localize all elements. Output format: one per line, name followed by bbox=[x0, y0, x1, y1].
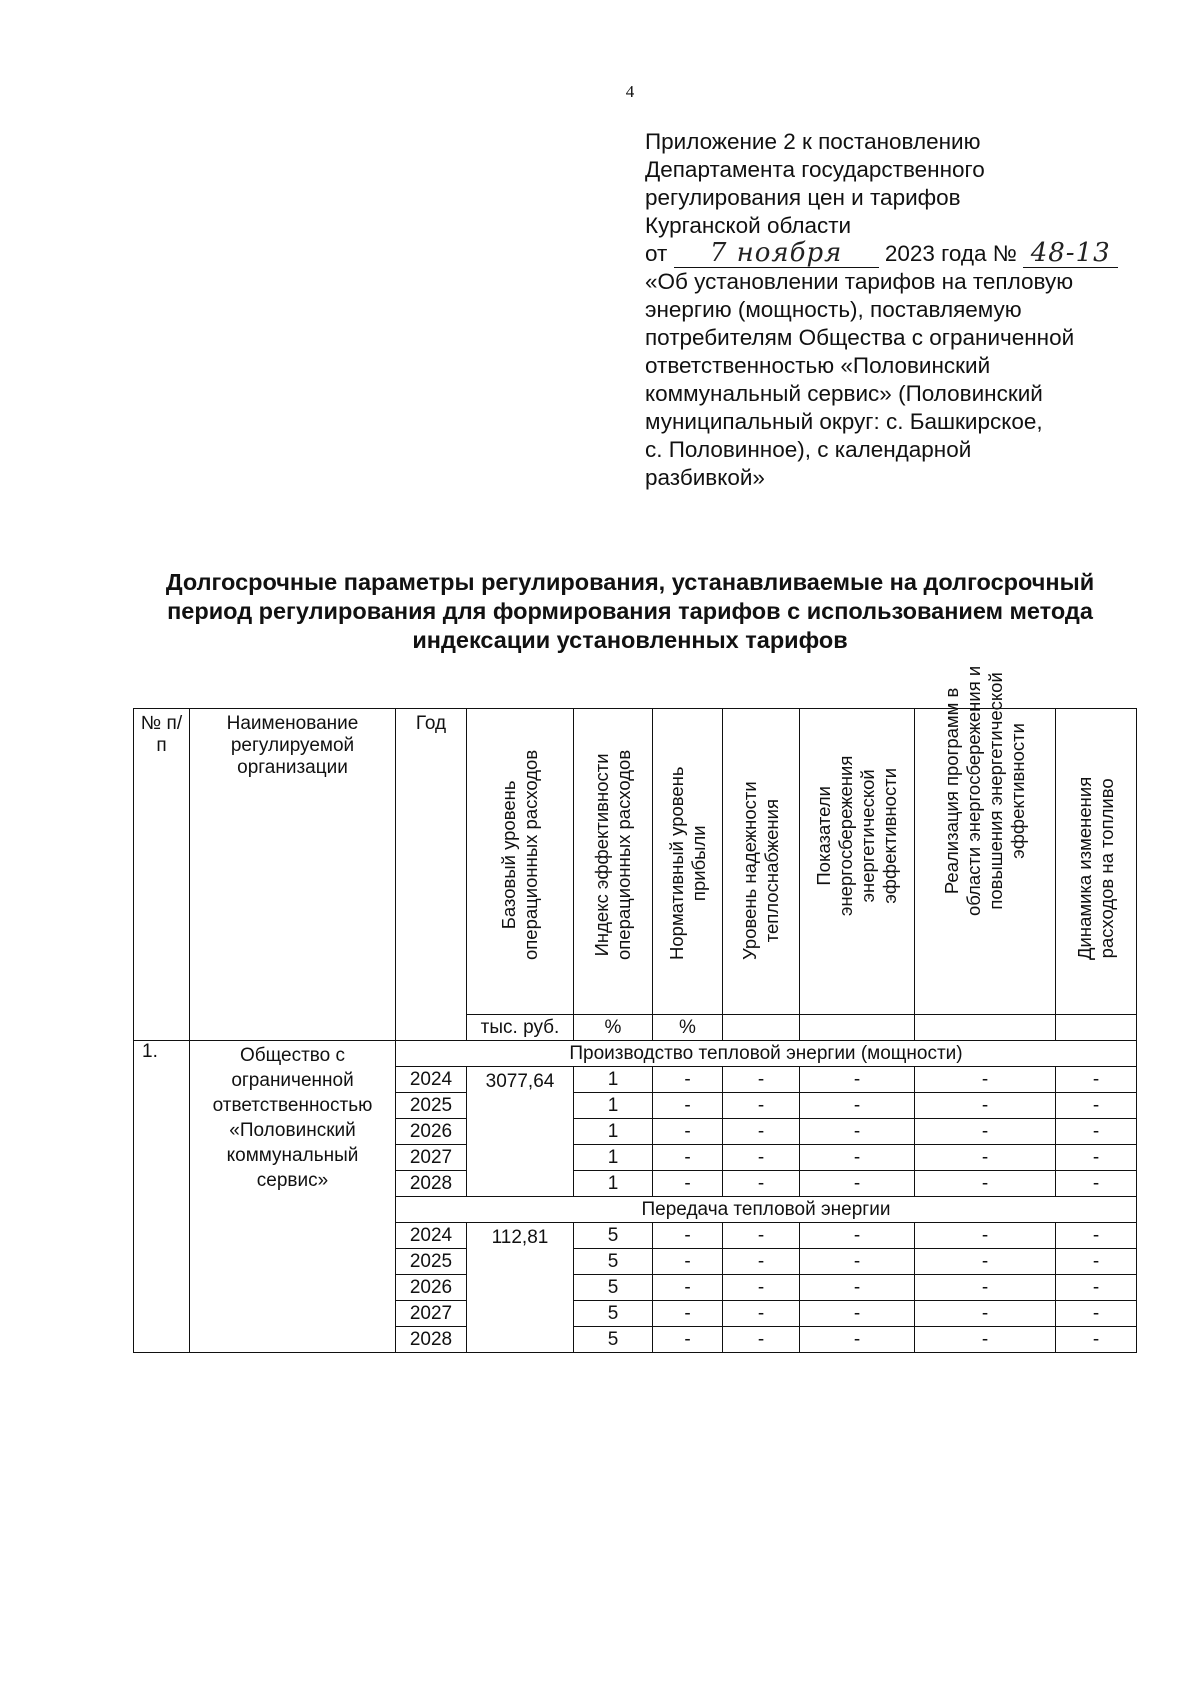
reliability-cell: - bbox=[723, 1223, 800, 1249]
year-cell: 2024 bbox=[396, 1223, 467, 1249]
appendix-line: Курганской области bbox=[645, 213, 852, 238]
unit-profit: % bbox=[653, 1015, 723, 1041]
section-title: Производство тепловой энергии (мощности) bbox=[396, 1041, 1137, 1067]
header-text: Показатели bbox=[813, 786, 834, 886]
header-year: Год bbox=[396, 709, 467, 1041]
appendix-subject-line: ответственностью «Половинский bbox=[645, 353, 991, 378]
header-text: энергосбережения bbox=[835, 755, 856, 916]
year-cell: 2027 bbox=[396, 1145, 467, 1171]
energy-saving-cell: - bbox=[800, 1093, 915, 1119]
programs-cell: - bbox=[915, 1145, 1056, 1171]
section-title: Передача тепловой энергии bbox=[396, 1197, 1137, 1223]
fuel-cell: - bbox=[1056, 1327, 1137, 1353]
year-cell: 2028 bbox=[396, 1327, 467, 1353]
appendix-line: Департамента государственного bbox=[645, 157, 985, 182]
fuel-cell: - bbox=[1056, 1275, 1137, 1301]
fuel-cell: - bbox=[1056, 1249, 1137, 1275]
org-name-line: Общество с bbox=[239, 1045, 346, 1066]
energy-saving-cell: - bbox=[800, 1067, 915, 1093]
header-text: теплоснабжения bbox=[761, 799, 782, 943]
appendix-block bbox=[645, 128, 1125, 492]
title-line: индексации установленных тарифов bbox=[412, 627, 848, 653]
header-row bbox=[134, 709, 1137, 1015]
reliability-cell: - bbox=[723, 1145, 800, 1171]
title-line: Долгосрочные параметры регулирования, устанавливаемые на долгосрочный bbox=[165, 569, 1095, 595]
org-name bbox=[190, 1041, 396, 1353]
fuel-cell: - bbox=[1056, 1223, 1137, 1249]
programs-cell: - bbox=[915, 1327, 1056, 1353]
reliability-cell: - bbox=[723, 1171, 800, 1197]
org-name-line: сервис» bbox=[256, 1170, 329, 1191]
header-base-cost bbox=[467, 709, 574, 1015]
header-text: Нормативный уровень bbox=[665, 766, 687, 960]
index-cell: 1 bbox=[574, 1093, 653, 1119]
programs-cell: - bbox=[915, 1275, 1056, 1301]
unit-empty bbox=[915, 1015, 1056, 1041]
fuel-cell: - bbox=[1056, 1301, 1137, 1327]
fuel-cell: - bbox=[1056, 1093, 1137, 1119]
header-text: Уровень надежности bbox=[739, 781, 760, 960]
profit-cell: - bbox=[653, 1301, 723, 1327]
year-cell: 2028 bbox=[396, 1171, 467, 1197]
index-cell: 5 bbox=[574, 1301, 653, 1327]
energy-saving-cell: - bbox=[800, 1249, 915, 1275]
handwritten-date: 7 ноября bbox=[709, 238, 843, 268]
header-num: № п/п bbox=[134, 709, 190, 1041]
profit-cell: - bbox=[653, 1327, 723, 1353]
number-blank bbox=[1023, 240, 1118, 268]
profit-cell: - bbox=[653, 1093, 723, 1119]
profit-cell: - bbox=[653, 1067, 723, 1093]
unit-empty bbox=[800, 1015, 915, 1041]
index-cell: 1 bbox=[574, 1119, 653, 1145]
profit-cell: - bbox=[653, 1119, 723, 1145]
header-reliability bbox=[723, 709, 800, 1015]
appendix-subject-line: энергию (мощность), поставляемую bbox=[645, 297, 1022, 322]
year-cell: 2024 bbox=[396, 1067, 467, 1093]
appendix-date-line bbox=[645, 240, 1125, 268]
profit-cell: - bbox=[653, 1275, 723, 1301]
reliability-cell: - bbox=[723, 1249, 800, 1275]
index-cell: 1 bbox=[574, 1171, 653, 1197]
appendix-subject-line: «Об установлении тарифов на тепловую bbox=[645, 269, 1074, 294]
programs-cell: - bbox=[915, 1093, 1056, 1119]
energy-saving-cell: - bbox=[800, 1301, 915, 1327]
profit-cell: - bbox=[653, 1249, 723, 1275]
row-number: 1. bbox=[134, 1041, 190, 1353]
header-programs bbox=[915, 665, 1056, 1015]
reliability-cell: - bbox=[723, 1327, 800, 1353]
fuel-cell: - bbox=[1056, 1119, 1137, 1145]
programs-cell: - bbox=[915, 1171, 1056, 1197]
section-title-row bbox=[134, 1041, 1137, 1067]
parameters-table bbox=[133, 665, 1137, 1353]
energy-saving-cell: - bbox=[800, 1119, 915, 1145]
programs-cell: - bbox=[915, 1119, 1056, 1145]
org-name-line: ответственностью bbox=[212, 1095, 373, 1116]
fuel-cell: - bbox=[1056, 1067, 1137, 1093]
appendix-line: регулирования цен и тарифов bbox=[645, 185, 961, 210]
index-cell: 5 bbox=[574, 1327, 653, 1353]
index-cell: 5 bbox=[574, 1249, 653, 1275]
energy-saving-cell: - bbox=[800, 1327, 915, 1353]
header-fuel bbox=[1056, 709, 1137, 1015]
unit-base-cost: тыс. руб. bbox=[467, 1015, 574, 1041]
programs-cell: - bbox=[915, 1067, 1056, 1093]
header-text: повышения энергетической bbox=[985, 672, 1006, 910]
header-text: операционных расходов bbox=[520, 749, 541, 960]
header-text: энергетической bbox=[857, 769, 878, 903]
profit-cell: - bbox=[653, 1171, 723, 1197]
appendix-line: Приложение 2 к постановлению bbox=[645, 129, 981, 154]
header-text: Динамика изменения bbox=[1074, 776, 1095, 960]
reliability-cell: - bbox=[723, 1301, 800, 1327]
year-cell: 2025 bbox=[396, 1093, 467, 1119]
header-text: Реализация программ в bbox=[941, 687, 962, 895]
programs-cell: - bbox=[915, 1249, 1056, 1275]
header-org: Наименование регулируемой организации bbox=[190, 709, 396, 1041]
energy-saving-cell: - bbox=[800, 1171, 915, 1197]
handwritten-number: 48-13 bbox=[1030, 238, 1111, 268]
reliability-cell: - bbox=[723, 1119, 800, 1145]
appendix-subject-line: разбивкой» bbox=[645, 465, 765, 490]
index-cell: 1 bbox=[574, 1067, 653, 1093]
energy-saving-cell: - bbox=[800, 1275, 915, 1301]
unit-empty bbox=[1056, 1015, 1137, 1041]
header-profit bbox=[653, 709, 723, 1015]
header-text: Индекс эффективности bbox=[591, 753, 612, 957]
unit-efficiency-index: % bbox=[574, 1015, 653, 1041]
appendix-subject-line: коммунальный сервис» (Половинский bbox=[645, 381, 1043, 406]
year-text: 2023 года № bbox=[884, 241, 1017, 266]
programs-cell: - bbox=[915, 1301, 1056, 1327]
unit-empty bbox=[723, 1015, 800, 1041]
title-line: период регулирования для формирования тарифов с использованием метода bbox=[167, 598, 1093, 624]
energy-saving-cell: - bbox=[800, 1223, 915, 1249]
year-cell: 2026 bbox=[396, 1119, 467, 1145]
reliability-cell: - bbox=[723, 1067, 800, 1093]
reliability-cell: - bbox=[723, 1275, 800, 1301]
header-energy-saving bbox=[800, 709, 915, 1015]
fuel-cell: - bbox=[1056, 1171, 1137, 1197]
base-cost-cell: 112,81 bbox=[467, 1223, 574, 1353]
org-name-line: «Половинский bbox=[229, 1120, 356, 1141]
header-text: эффективности bbox=[1007, 723, 1028, 859]
appendix-subject-line: с. Половинное), с календарной bbox=[645, 437, 972, 462]
header-text: области энергосбережения и bbox=[963, 665, 984, 916]
base-cost-cell: 3077,64 bbox=[467, 1067, 574, 1197]
year-cell: 2026 bbox=[396, 1275, 467, 1301]
header-text: Базовый уровень bbox=[498, 780, 519, 930]
profit-cell: - bbox=[653, 1223, 723, 1249]
org-name-line: ограниченной bbox=[231, 1070, 354, 1091]
profit-cell: - bbox=[653, 1145, 723, 1171]
fuel-cell: - bbox=[1056, 1145, 1137, 1171]
programs-cell: - bbox=[915, 1223, 1056, 1249]
header-text: расходов на топливо bbox=[1096, 778, 1117, 959]
document-title bbox=[130, 568, 1130, 655]
energy-saving-cell: - bbox=[800, 1145, 915, 1171]
year-cell: 2025 bbox=[396, 1249, 467, 1275]
date-blank bbox=[674, 240, 879, 268]
appendix-subject-line: муниципальный округ: с. Башкирское, bbox=[645, 409, 1043, 434]
page-number: 4 bbox=[625, 82, 635, 101]
date-prefix: от bbox=[645, 241, 668, 266]
reliability-cell: - bbox=[723, 1093, 800, 1119]
index-cell: 1 bbox=[574, 1145, 653, 1171]
year-cell: 2027 bbox=[396, 1301, 467, 1327]
header-text: прибыли bbox=[687, 825, 709, 902]
org-name-line: коммунальный bbox=[226, 1145, 359, 1166]
index-cell: 5 bbox=[574, 1223, 653, 1249]
header-text: операционных расходов bbox=[613, 749, 634, 960]
header-text: эффективности bbox=[879, 767, 900, 904]
header-efficiency-index bbox=[574, 709, 653, 1015]
appendix-subject-line: потребителям Общества с ограниченной bbox=[645, 325, 1075, 350]
index-cell: 5 bbox=[574, 1275, 653, 1301]
